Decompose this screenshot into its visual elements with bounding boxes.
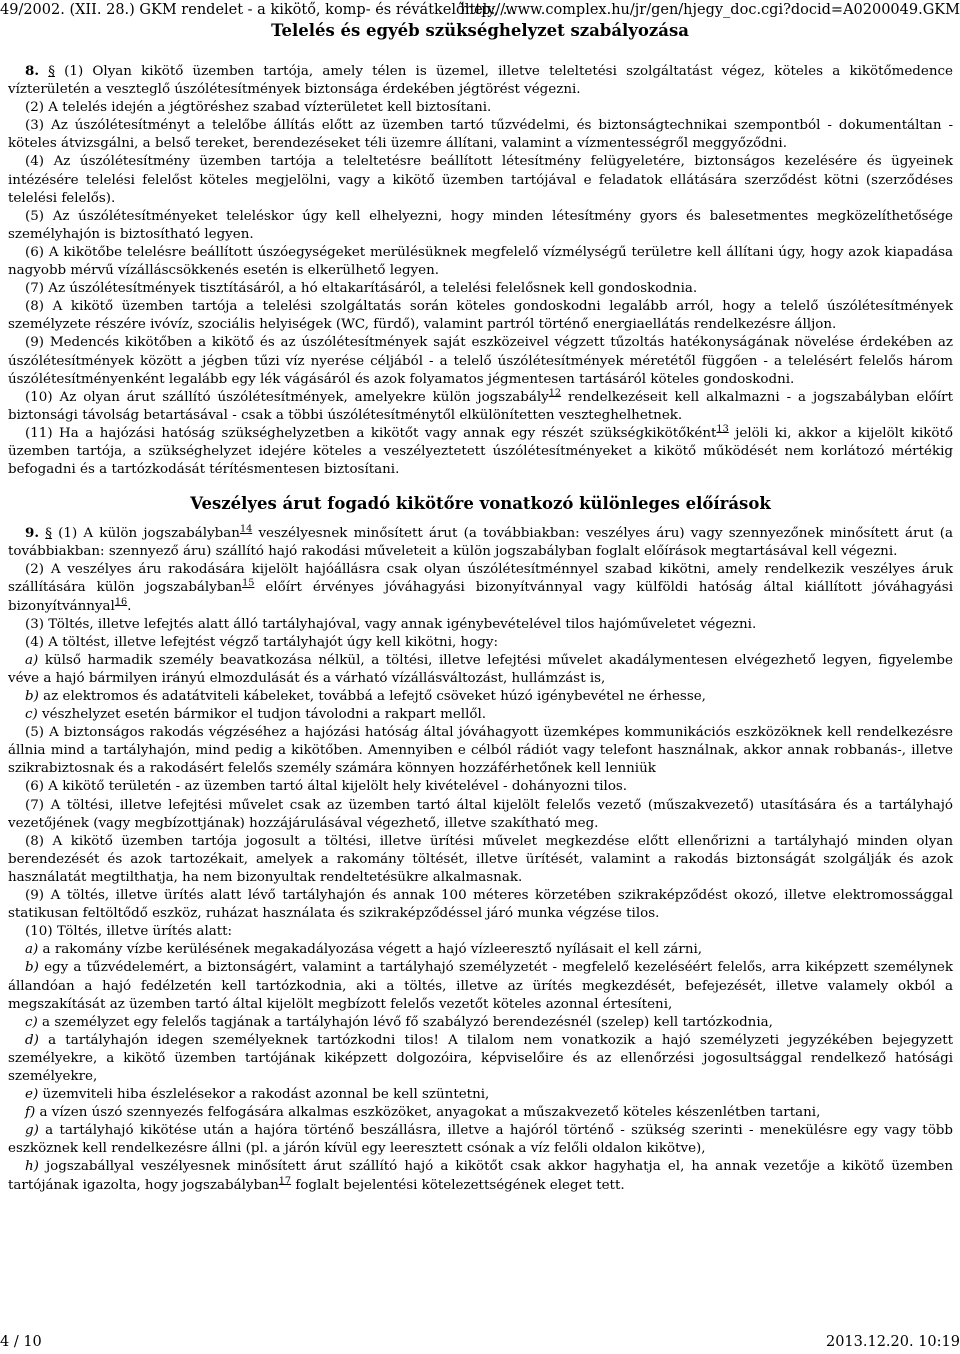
list-marker: b) (25, 689, 39, 704)
list-item (8, 652, 953, 688)
list-marker: d) (25, 1032, 39, 1048)
paragraph-text: jogszabállyal veszélyesnek minősített árut szállító hajó a kikötőt csak akkor hagyhatja el, ha annak vezetője a kikötő üzemben tartójának igazolta, hogy jogszabályban (8, 1159, 953, 1193)
paragraph-text: a rakomány vízbe kerülésének megakadályozása végett a hajó vízleeresztő nyílásait el kell zárni, (38, 942, 703, 958)
paragraph-text: egy a tűzvédelemért, a biztonságért, valamint a tartályhajó személyzetét - megfelelő kezeléséért felelős, arra kiképzett személynek állandóan a hajó fedélzetén kell tartózkodnia, aki a töltés, illetve az ürítés megkezdését, befejezését, illetve valamely okból a megszakítását az üzemben tartó által kijelölt megbízott felelős vezetőt köteles azonnal értesíteni, (8, 960, 953, 1012)
list-item (8, 959, 953, 1013)
list-item (8, 1032, 953, 1086)
list-marker: a) (25, 942, 39, 958)
footnote-link[interactable]: 13 (716, 423, 729, 435)
footnote-link[interactable]: 14 (239, 523, 253, 535)
document-title: 49/2002. (XII. 28.) GKM rendelet - a kikötő, komp- és révátkelőhely, ... (0, 2, 517, 18)
list-marker: c) (25, 1014, 38, 1030)
list-marker: g) (25, 1123, 39, 1139)
paragraph-text: a tartályhajó kikötése után a hajóra történő beszállásra, illetve a hajóról történő - szükség szerinti - menekülésre egy vagy több eszköznek kell rendelkezésre állni (pl. a járón kívül egy leeresztett csónak a víz felőli oldalon kikötve), (8, 1123, 953, 1157)
paragraph-text: (11) Ha a hajózási hatóság szükséghelyzetben a kikötőt vagy annak egy részét szükségkikötőként (25, 425, 717, 441)
paragraph: (5) Az úszólétesítményeket teleléskor úgy kell elhelyezni, hogy minden létesítmény gyors és balesetmentes megközelíthetősége személyhajón is biztosítható legyen. (8, 208, 953, 242)
paragraph-text: üzemviteli hiba észlelésekor a rakodást azonnal be kell szüntetni, (38, 1087, 490, 1103)
paragraph-text: foglalt bejelentési kötelezettségének eleget tett. (291, 1177, 625, 1193)
section-sign-link[interactable]: § (48, 64, 55, 79)
list-item (8, 706, 953, 724)
paragraph (8, 389, 953, 425)
section-title: Telelés és egyéb szükséghelyzet szabályozása (271, 21, 689, 40)
paragraph-text: külső harmadik személy beavatkozása nélkül, a töltési, illetve lefejtési művelet akadálymentesen elvégezhető legyen, figyelembe véve a hajó bármilyen irányú elmozdulását és a várható vízállásváltozást, hullámzást is, (8, 652, 953, 686)
page-number: 4 / 10 (0, 1334, 42, 1350)
paragraph: (4) Az úszólétesítmény üzemben tartója a teleltetésre beállított létesítmény felügyeletére, biztonságos kezelésére és ügyeinek intézésére telelési felelőst köteles megjelölni, vagy a kikötő üzemben tartójával e feladatok ellátására szerződést kötni (szerződéses telelési felelős). (8, 154, 953, 206)
page-header (0, 0, 960, 22)
paragraph-text: . (127, 598, 132, 614)
section-number: 8. (25, 63, 40, 79)
page-footer (0, 1332, 960, 1352)
footnote-link[interactable]: 17 (278, 1175, 292, 1187)
paragraph-text: (1) A külön jogszabályban (58, 526, 240, 542)
paragraph-text: (10) Az olyan árut szállító úszólétesítmények, amelyekre külön jogszabály (25, 389, 549, 405)
list-item (8, 1122, 953, 1158)
paragraph: (10) Töltés, illetve ürítés alatt: (25, 924, 233, 940)
paragraph-text: vészhelyzet esetén bármikor el tudjon távolodni a rakpart mellől. (37, 707, 487, 723)
paragraph-text: a vízen úszó szennyezés felfogására alkalmas eszközöket, anyagokat a műszakvezető köteles készenlétben tartani, (35, 1105, 821, 1121)
footnote-link[interactable]: 16 (114, 596, 128, 608)
paragraph-text: rendelkezéseit kell alkalmazni - a jogszabályban előírt biztonsági távolság betartásával - csak a többi úszólétesítménytől elkülönítetten veszteghelhetnek. (8, 389, 953, 423)
paragraph: (9) A töltés, illetve ürítés alatt lévő tartályhajón és annak 100 méteres körzetében szikraképződést okozó, illetve elektromossággal statikusan feltöltődő eszköz, ruházat használata és szikraképződéssel járó munka végzése tilos. (8, 888, 953, 922)
document-body (8, 62, 953, 1195)
paragraph (8, 561, 953, 615)
section-sign-link[interactable]: § (45, 526, 52, 542)
paragraph: (4) A töltést, illetve lefejtést végző tartályhajót úgy kell kikötni, hogy: (25, 634, 499, 650)
list-item (8, 1086, 953, 1104)
paragraph: (7) Az úszólétesítmények tisztításáról, a hó eltakarításáról, a telelési felelősnek kell gondoskodnia. (25, 281, 698, 297)
list-marker: h) (25, 1159, 39, 1175)
list-item (8, 688, 953, 706)
section-number: 9. (25, 525, 40, 542)
paragraph-text: a tartályhajón idegen személyeknek tartózkodni tilos! A tilalom nem vonatkozik a hajó személyzeti jegyzékében bejegyzett személyekre, a kikötő üzemben tartójának kiképzett dolgozóira, képviselőire és az ellenőrzési jogosultsággal rendelkező hatósági személyekre, (8, 1032, 953, 1084)
list-marker: c) (25, 707, 38, 723)
list-marker: e) (25, 1087, 39, 1103)
list-item (8, 941, 953, 959)
paragraph-text: veszélyesnek minősített árut (a továbbiakban: veszélyes áru) vagy szennyezőnek minősített árut (a továbbiakban: szennyező áru) szállító hajó rakodási műveleteit a külön jogszabályban foglalt előírások megtartásával kell végezni. (8, 526, 953, 560)
document-url[interactable]: http://www.complex.hu/jr/gen/hjegy_doc.cgi?docid=A0200049.GKM (460, 2, 960, 18)
paragraph: (2) A telelés idején a jégtöréshez szabad vízterületet kell biztosítani. (25, 100, 492, 116)
paragraph: (3) Az úszólétesítményt a telelőbe állítás előtt az üzemben tartó tűzvédelmi, és biztonságtechnikai szempontból - dokumentáltan - köteles átvizsgálni, a belső tereket, berendezéseket téli üzemre állítani, valamint a vízmentességről meggyőződni. (8, 118, 953, 152)
footnote-link[interactable]: 12 (548, 387, 562, 399)
list-item (8, 1104, 953, 1122)
paragraph-text: az elektromos és adatátviteli kábeleket, továbbá a lefejtő csöveket húzó igénybevétel ne érhesse, (38, 689, 706, 704)
section-heading: Veszélyes árut fogadó kikötőre vonatkozó különleges előírások (190, 494, 771, 514)
paragraph: (7) A töltési, illetve lefejtési művelet csak az üzemben tartó által kijelölt felelős vezető (műszakvezető) utasítására és a tartályhajó vezetőjének (vagy megbízottjának) hozzájárulásával végezhető, illetve szakítható meg. (8, 797, 953, 831)
paragraph-text: előírt érvényes jóváhagyási bizonyítvánnyal vagy külföldi hatóság által kiállított jóváhagyási bizonyítvánnyal (8, 580, 953, 614)
list-marker: f) (25, 1105, 36, 1121)
footnote-link[interactable]: 15 (242, 577, 255, 589)
paragraph: (5) A biztonságos rakodás végzéséhez a hajózási hatóság által jóváhagyott üzemképes kommunikációs eszközöknek kell rendelkezésre állnia mind a tartályhajón, mind pedig a kikötőben. Amennyiben e célból rádiót vagy telefont használnak, akkor annak robbanás-, illetve szikrabiztosnak és a rakodásért felelős személy számára könnyen hozzáférhetőnek kell lenniük (8, 725, 953, 777)
paragraph (8, 425, 953, 479)
paragraph: (6) A kikötő területén - az üzemben tartó által kijelölt hely kivételével - dohányozni tilos. (25, 779, 628, 795)
print-timestamp: 2013.12.20. 10:19 (825, 1334, 960, 1350)
paragraph (8, 524, 953, 561)
paragraph-text: jelöli ki, akkor a kijelölt kikötő üzemben tartója, a szükséghelyzet idejére köteles a veszélyeztetett úszólétesítményeket a kikötő működését nem korlátozó mértékig befogadni és a tartózkodását térítésmentesen biztosítani. (8, 425, 953, 478)
paragraph: (9) Medencés kikötőben a kikötő és az úszólétesítmények saját eszközeivel végzett tűzoltás hatékonyságának növelése érdekében az úszólétesítmények között a jégben tűzi víz nyerése céljából - a telelő úszólétesítmények méretétől függően - a telelésért felelős három úszólétesítményenként legalább egy lék vágásáról és azok folyamatos jégmentesen tartásáról köteles gondoskodni. (8, 335, 953, 387)
paragraph: (3) Töltés, illetve lefejtés alatt álló tartályhajóval, vagy annak igénybevételével tilos hajóműveletet végezni. (25, 616, 757, 632)
list-marker: a) (25, 652, 39, 668)
list-item (8, 1158, 953, 1194)
paragraph: (8) A kikötő üzemben tartója jogosult a töltési, illetve ürítési művelet megkezdése előtt ellenőrizni a tartályhajó minden olyan berendezését és azok tartozékait, amelyek a rakomány töltését, illetve ürítését, valamint a rakodás biztonságát szolgálják és azok használatát megtilthatja, ha nem bizonyultak rendeltetésükre alkalmasnak. (8, 833, 953, 885)
list-marker: b) (25, 960, 39, 976)
paragraph-text: a személyzet egy felelős tagjának a tartályhajón lévő fő szabályzó berendezésnél (szelep) kell tartózkodnia, (37, 1014, 773, 1030)
paragraph: (6) A kikötőbe telelésre beállított úszóegységeket merülésüknek megfelelő vízmélységű területre kell állítani úgy, hogy azok kiapadása nagyobb mérvű vízálláscsökkenés esetén is elkerülhető legyen. (8, 244, 953, 279)
paragraph (8, 62, 953, 99)
list-item (8, 1014, 953, 1032)
paragraph-text: (2) A veszélyes áru rakodására kijelölt hajóállásra csak olyan úszólétesítménnyel szabad kikötni, amely rendelkezik veszélyes áruk szállítására külön jogszabályban (8, 562, 953, 596)
paragraph-text: (1) Olyan kikötő üzemben tartója, amely télen is üzemel, illetve teleltetési szolgáltatást végez, köteles a kikötőmedence vízterületén a veszteglő úszólétesítmények biztonsága érdekében jégtörést végezni. (8, 64, 953, 98)
paragraph: (8) A kikötő üzemben tartója a telelési szolgáltatás során köteles gondoskodni legalább arról, hogy a telelő úszólétesítmények személyzete részére ivóvíz, szociális helyiségek (WC, fürdő), valamint partról történő energiaellátás rendelkezésre álljon. (8, 299, 953, 333)
